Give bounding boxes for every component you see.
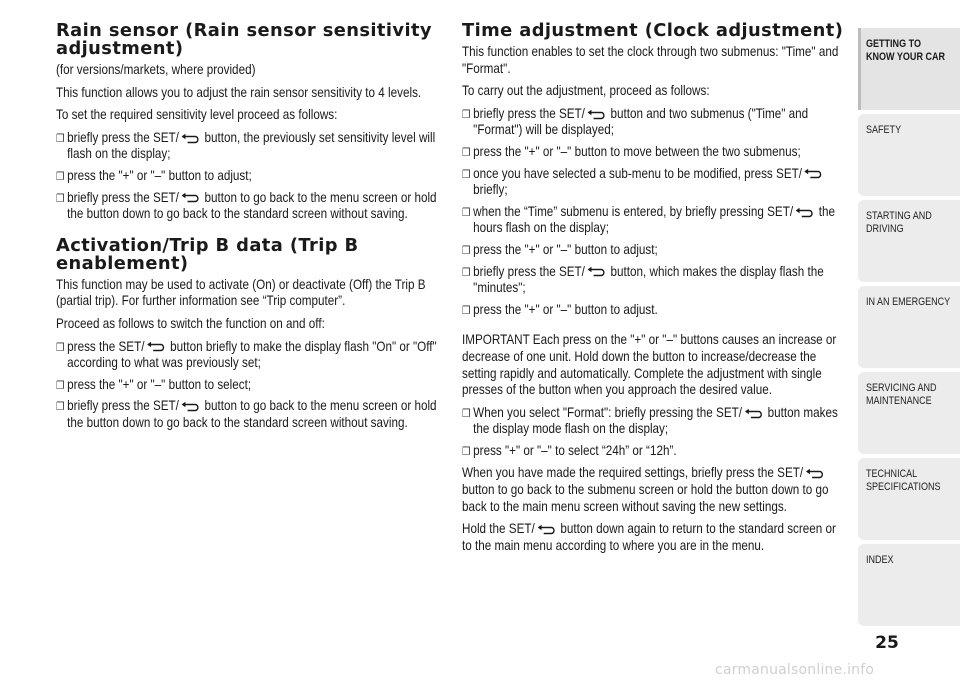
step-text: button to go back to the menu screen or hold the button down to go back to the standard screen without saving. (67, 398, 437, 430)
list-item (462, 302, 857, 319)
list-item (462, 405, 857, 438)
paragraph: This function may be used to activate (On) or deactivate (Off) the Trip B (partial trip). For further information see “Trip computer”. (56, 276, 426, 309)
rain-sensor-steps (56, 130, 441, 223)
step-text: button, the previously set sensitivity level will flash on the display; (67, 129, 436, 162)
checkbox-bullet-icon: ❒ (462, 108, 471, 121)
set-return-arrow-icon (146, 341, 165, 352)
list-item (462, 106, 857, 139)
step-text: press the "+" or "–" button to adjust. (473, 301, 658, 317)
trip-b-steps (56, 339, 441, 432)
page-number: 25 (875, 633, 899, 653)
tab-starting-and-driving[interactable] (858, 200, 960, 282)
tab-label: STARTING AND DRIVING (866, 210, 932, 235)
step-text: when the “Time” submenu is entered, by briefly pressing SET/ (473, 203, 794, 219)
step-text: press the SET/ (67, 338, 145, 354)
checkbox-bullet-icon: ❒ (462, 244, 471, 257)
checkbox-bullet-icon: ❒ (462, 206, 471, 219)
paragraph-text: button down again to return to the standard screen or to the main menu according to where you are in the menu. (462, 521, 836, 553)
paragraph (462, 465, 846, 515)
set-return-arrow-icon (181, 133, 200, 144)
tab-label: INDEX (866, 554, 894, 566)
list-item (56, 398, 451, 431)
set-return-arrow-icon (795, 207, 814, 218)
set-return-arrow-icon (587, 266, 606, 277)
tab-label: SAFETY (866, 124, 902, 136)
left-column (56, 22, 441, 438)
step-text: briefly; (473, 182, 508, 198)
list-item (56, 377, 451, 394)
heading-trip-b: Activation/Trip B data (Trip B enablement) (56, 235, 359, 274)
list-item (462, 144, 857, 161)
step-text: button, which makes the display flash the "minutes"; (473, 263, 824, 296)
set-return-arrow-icon (587, 109, 606, 120)
step-text: When you select "Format": briefly pressing the SET/ (473, 404, 743, 420)
checkbox-bullet-icon: ❒ (462, 407, 471, 420)
tab-label: SERVICING AND MAINTENANCE (866, 382, 937, 407)
checkbox-bullet-icon: ❒ (56, 401, 65, 414)
paragraph-text: Hold the SET/ (462, 521, 535, 537)
set-return-arrow-icon (744, 408, 763, 419)
list-item (56, 168, 451, 185)
list-item (462, 264, 857, 297)
rain-sensor-availability-note: (for versions/markets, where provided) (56, 62, 256, 77)
step-text: briefly press the SET/ (473, 263, 585, 279)
paragraph: To carry out the adjustment, proceed as follows: (462, 83, 710, 99)
chapter-tabs (858, 28, 960, 628)
list-item (56, 130, 451, 163)
checkbox-bullet-icon: ❒ (56, 379, 65, 392)
paragraph (462, 521, 846, 554)
set-return-arrow-icon (804, 168, 823, 179)
paragraph: Proceed as follows to switch the function on and off: (56, 315, 325, 331)
checkbox-bullet-icon: ❒ (462, 266, 471, 279)
step-text: press "+" or "–" to select “24h” or “12h”. (473, 442, 677, 458)
paragraph: To set the required sensitivity level proceed as follows: (56, 107, 338, 123)
set-return-arrow-icon (805, 468, 824, 479)
paragraph-text: button to go back to the submenu screen or hold the button down to go back to the main menu screen without saving the new settings. (462, 482, 829, 514)
tab-servicing-and-maintenance[interactable] (858, 372, 960, 454)
step-text: press the "+" or "–" button to move between the two submenus; (473, 143, 801, 159)
important-note: IMPORTANT Each press on the "+" or "–" buttons causes an increase or decrease of one unit. Hold down the button to increase/decrease the setting rapidly and automatically. Complete the adjustment with single presses of the button when you approach the desired value. (462, 332, 837, 398)
step-text: the hours flash on the display; (473, 203, 835, 236)
list-item (56, 190, 451, 223)
list-item (462, 242, 857, 259)
step-text: press the "+" or "–" button to select; (67, 376, 252, 392)
set-return-arrow-icon (181, 192, 200, 203)
right-column (462, 22, 847, 560)
list-item (56, 339, 451, 372)
step-text: briefly press the SET/ (473, 105, 585, 121)
step-text: briefly press the SET/ (67, 398, 179, 414)
checkbox-bullet-icon: ❒ (462, 146, 471, 159)
watermark: carmanualsonline.info (715, 662, 875, 678)
checkbox-bullet-icon: ❒ (56, 192, 65, 205)
checkbox-bullet-icon: ❒ (56, 132, 65, 145)
step-text: briefly press the SET/ (67, 189, 179, 205)
format-steps (462, 405, 847, 460)
tab-technical-specifications[interactable] (858, 458, 960, 540)
set-return-arrow-icon (536, 524, 555, 535)
list-item (462, 204, 857, 237)
tab-label: IN AN EMERGENCY (866, 296, 951, 308)
paragraph-text: When you have made the required settings, briefly press the SET/ (462, 465, 804, 481)
checkbox-bullet-icon: ❒ (462, 304, 471, 317)
step-text: briefly press the SET/ (67, 129, 179, 145)
checkbox-bullet-icon: ❒ (56, 170, 65, 183)
step-text: once you have selected a sub-menu to be modified, press SET/ (473, 165, 803, 181)
step-text: button to go back to the menu screen or hold the button down to go back to the standard screen without saving. (67, 189, 437, 222)
tab-label: GETTING TO KNOW YOUR CAR (866, 38, 946, 63)
tab-index[interactable] (858, 544, 960, 626)
step-text: press the "+" or "–" button to adjust; (473, 241, 658, 257)
step-text: press the "+" or "–" button to adjust; (67, 167, 252, 183)
step-text: button briefly to make the display flash "On" or "Off" according to what was previously set; (67, 338, 437, 371)
set-return-arrow-icon (181, 401, 200, 412)
time-adjustment-steps (462, 106, 847, 319)
tab-safety[interactable] (858, 114, 960, 196)
step-text: button makes the display mode flash on the display; (473, 404, 838, 437)
tab-getting-to-know-your-car[interactable] (858, 28, 960, 110)
step-text: button and two submenus ("Time" and "Format") will be displayed; (473, 105, 809, 138)
list-item (462, 443, 857, 460)
checkbox-bullet-icon: ❒ (56, 341, 65, 354)
checkbox-bullet-icon: ❒ (462, 168, 471, 181)
checkbox-bullet-icon: ❒ (462, 445, 471, 458)
paragraph: This function enables to set the clock through two submenus: "Time" and "Format". (462, 44, 839, 76)
tab-in-an-emergency[interactable] (858, 286, 960, 368)
heading-rain-sensor: Rain sensor (Rain sensor sensitivity adjustment) (56, 21, 432, 59)
paragraph: This function allows you to adjust the rain sensor sensitivity to 4 levels. (56, 84, 422, 100)
heading-time-adjustment: Time adjustment (Clock adjustment) (462, 21, 844, 41)
tab-label: TECHNICAL SPECIFICATIONS (866, 468, 941, 493)
list-item (462, 166, 857, 199)
